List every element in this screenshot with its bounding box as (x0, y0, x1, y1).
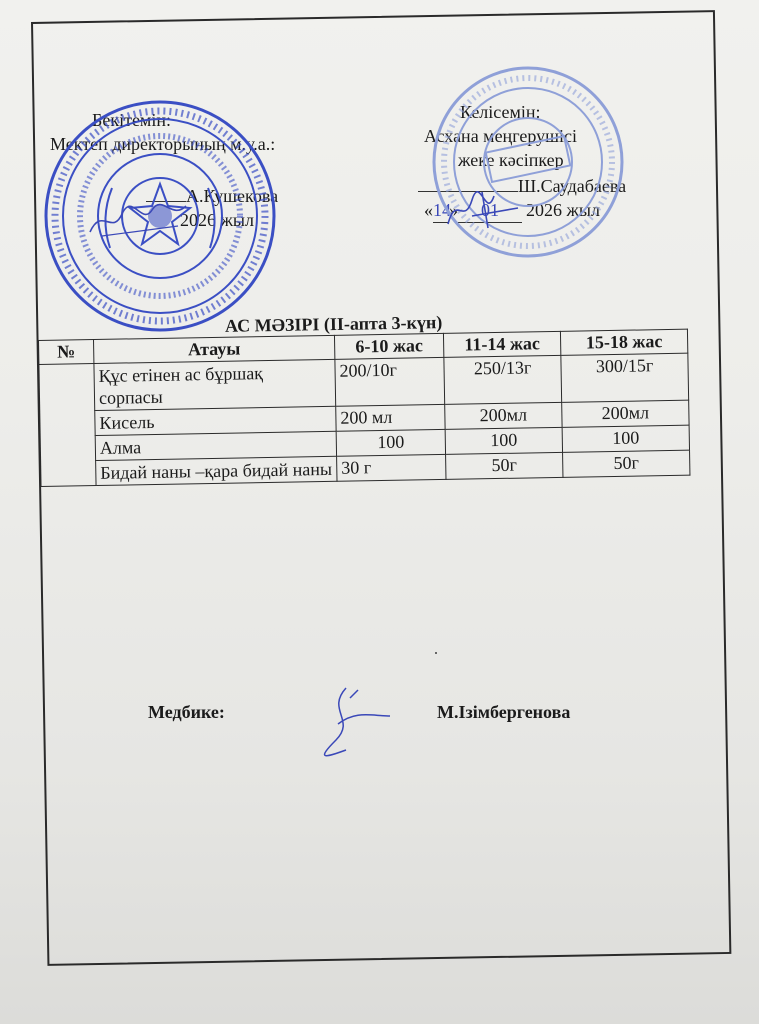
approval-name: А.Кушекова (186, 186, 279, 206)
agreement-date-line: «14» 01 2026 жыл (418, 198, 626, 223)
agreement-day: 14 (433, 198, 449, 223)
portion-6-10-cell: 200 мл (336, 404, 445, 431)
menu-title: АС МӘЗІРІ (ІІ-апта 3-күн) (224, 312, 443, 336)
approval-heading: Бекітемін: (92, 110, 171, 130)
portion-15-18-cell: 50г (563, 450, 690, 477)
column-header: 15-18 жас (560, 329, 687, 355)
portion-6-10-cell: 100 (336, 429, 445, 456)
portion-15-18-cell: 100 (562, 425, 689, 452)
agreement-month: 01 (458, 198, 522, 223)
ink-speck (435, 652, 437, 654)
signature-agreement (442, 186, 522, 234)
dish-name-cell: Құс етінен ас бұршақ сорпасы (94, 359, 336, 410)
portion-6-10-cell: 200/10г (335, 357, 445, 406)
approval-date: 2026 жыл (180, 210, 255, 230)
row-number-cell (39, 364, 96, 487)
agreement-year: 2026 жыл (526, 200, 601, 220)
portion-11-14-cell: 100 (445, 427, 562, 454)
column-header: 11-14 жас (443, 331, 560, 357)
dish-name-cell: Алма (95, 431, 336, 460)
agreement-position: Асхана меңгерушісі (424, 126, 577, 146)
portion-15-18-cell: 300/15г (561, 353, 689, 402)
nurse-role: Медбике: (148, 702, 225, 722)
agreement-heading: Келісемін: (460, 102, 541, 122)
column-header: 6-10 жас (334, 333, 443, 359)
dish-name-cell: Бидай наны –қара бидай наны (96, 456, 337, 485)
agreement-name: Ш.Саудабаева (518, 176, 627, 196)
menu-table (38, 329, 690, 487)
portion-15-18-cell: 200мл (562, 400, 689, 427)
portion-6-10-cell: 30 г (337, 454, 446, 481)
column-header: № (39, 340, 94, 365)
signature-nurse (316, 680, 396, 764)
column-header: Атауы (94, 335, 335, 363)
portion-11-14-cell: 200мл (445, 402, 562, 429)
portion-11-14-cell: 50г (446, 452, 563, 479)
dish-name-cell: Кисель (95, 406, 336, 435)
approval-position: Мектеп директорының м.у.а.: (50, 134, 276, 154)
nurse-name: М.Ізімбергенова (437, 702, 571, 722)
portion-11-14-cell: 250/13г (444, 355, 562, 404)
signature-approval (82, 196, 192, 246)
agreement-status: жеке кәсіпкер (458, 150, 564, 170)
